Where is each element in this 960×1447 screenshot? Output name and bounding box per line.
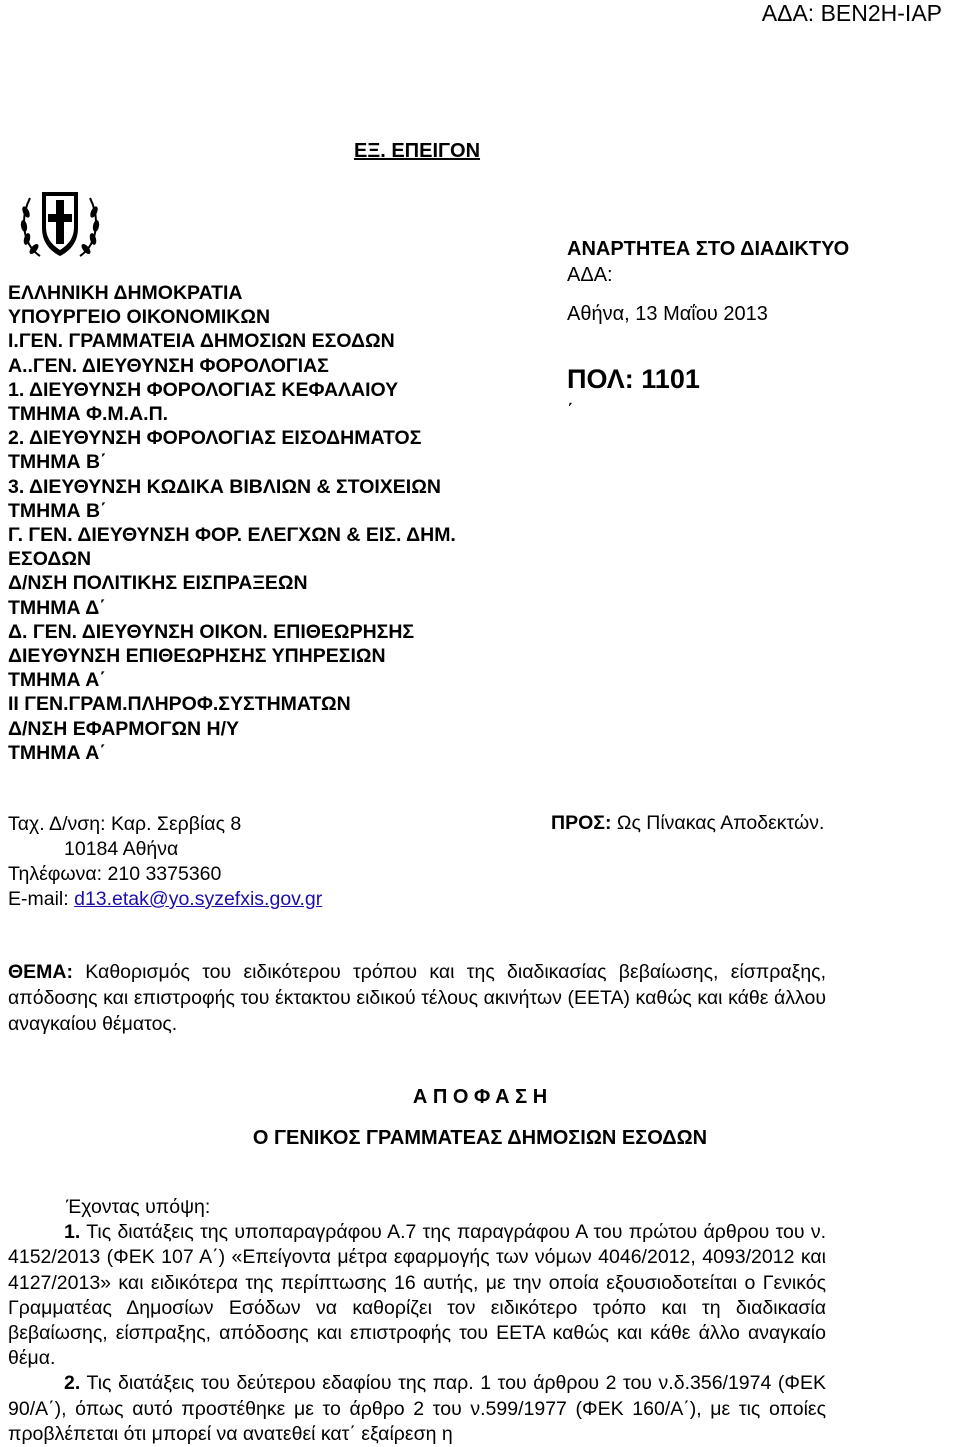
authority-line: ΙΙ ΓΕΝ.ΓΡΑΜ.ΠΛΗΡΟΦ.ΣΥΣΤΗΜΑΤΩΝ [8,693,351,716]
decision-heading [0,1086,960,1150]
authority-line: ΥΠΟΥΡΓΕΙΟ ΟΙΚΟΝΟΜΙΚΩΝ [8,306,271,329]
authority-line: ΤΜΗΜΑ Φ.Μ.Α.Π. [8,403,169,426]
authority-line: ΕΣΟΔΩΝ [8,548,92,571]
authority-line: 1. ΔΙΕΥΘΥΝΣΗ ΦΟΡΟΛΟΓΙΑΣ ΚΕΦΑΛΑΙΟΥ [8,378,399,401]
authority-line: ΤΜΗΜΑ Α΄ [8,669,106,692]
recipients-text: Ως Πίνακας Αποδεκτών. [611,812,825,834]
authority-line: 3. ΔΙΕΥΘΥΝΣΗ ΚΩΔΙΚΑ ΒΙΒΛΙΩΝ & ΣΤΟΙΧΕΙΩΝ [8,475,441,498]
decision-title: Α Π Ο Φ Α Σ Η [412,1086,548,1108]
recipients-label: ΠΡΟΣ: [551,812,612,834]
authority-line: 2. ΔΙΕΥΘΥΝΣΗ ΦΟΡΟΛΟΓΙΑΣ ΕΙΣΟΔΗΜΑΤΟΣ [8,427,422,450]
document-meta [567,238,849,424]
phone: Τηλέφωνα: 210 3375360 [8,863,222,885]
document-body [8,1195,826,1447]
ada-label: ΑΔΑ: [567,264,613,286]
authority-line: Ι.ΓΕΝ. ΓΡΑΜΜΑΤΕΙΑ ΔΗΜΟΣΙΩΝ ΕΣΟΔΩΝ [8,330,395,353]
subject-text: Καθορισμός του ειδικότερου τρόπου και της διαδικασίας βεβαίωσης, είσπραξης, απόδοσης και επιστροφής του έκτακτου ειδικού τέλους ακινήτων (ΕΕΤΑ) καθώς και κάθε άλλου αναγκαίου θέματος. [8,961,826,1035]
email-row [8,887,322,912]
authority-line: ΔΙΕΥΘΥΝΣΗ ΕΠΙΘΕΩΡΗΣΗΣ ΥΠΗΡΕΣΙΩΝ [8,645,386,668]
issuing-official: Ο ΓΕΝΙΚΟΣ ΓΡΑΜΜΑΤΕΑΣ ΔΗΜΟΣΙΩΝ ΕΣΟΔΩΝ [252,1127,708,1149]
considering-label: Έχοντας υπόψη: [66,1196,211,1218]
item-number: 2. [64,1372,81,1395]
postal-city: 10184 Αθήνα [64,838,179,860]
ada-code: ΑΔΑ: ΒΕΝ2Η-ΙΑΡ [761,0,942,26]
email-link[interactable]: d13.etak@yo.syzefxis.gov.gr [74,888,323,910]
authority-line: Δ. ΓΕΝ. ΔΙΕΥΘΥΝΣΗ ΟΙΚΟΝ. ΕΠΙΘΕΩΡΗΣΗΣ [8,620,415,643]
authority-line: ΤΜΗΜΑ Α΄ [8,741,106,764]
authority-line: Δ/ΝΣΗ ΠΟΛΙΤΙΚΗΣ ΕΙΣΠΡΑΞΕΩΝ [8,572,308,595]
email-label: E-mail: [8,888,75,910]
subject [8,959,826,1037]
authority-line: Γ. ΓΕΝ. ΔΙΕΥΘΥΝΣΗ ΦΟΡ. ΕΛΕΓΧΩΝ & ΕΙΣ. ΔΗΜ. [8,524,456,547]
document-date: Αθήνα, 13 Μαΐου 2013 [567,303,768,325]
subject-label: ΘΕΜΑ: [8,961,73,983]
list-item [8,1371,826,1447]
item-number: 1. [64,1221,81,1244]
urgency-label: ΕΞ. ΕΠΕΙΓΟΝ [354,140,481,162]
authority-line: ΤΜΗΜΑ Β΄ [8,499,107,522]
authority-line: Α..ΓΕΝ. ΔΙΕΥΘΥΝΣΗ ΦΟΡΟΛΟΓΙΑΣ [8,354,329,377]
item-text: Τις διατάξεις του δεύτερου εδαφίου της παρ. 1 του άρθρου 2 του ν.δ.356/1974 (ΦΕΚ 90/Α΄), όπως αυτό προστέθηκε με το άρθρο 2 του ν.599/1977 (ΦΕΚ 160/Α΄), με τις οποίες προβλέπεται ότι μπορεί να ανατεθεί κατ΄ εξαίρεση η [8,1372,826,1445]
pol-number: ΠΟΛ: 1101 [567,364,700,394]
tick-mark: ΄ [567,401,574,423]
item-text: Τις διατάξεις της υποπαραγράφου Α.7 της παραγράφου Α του πρώτου άρθρου του ν. 4152/2013 (ΦΕΚ 107 Α΄) «Επείγοντα μέτρα εφαρμογής των νόμων 4046/2012, 4093/2012 και 4127/2013» και ειδικότερα της περίπτωσης 16 αυτής, με την οποία εξουσιοδοτείται ο Γενικός Γραμματέας Δημοσίων Εσόδων να καθορίζει τον ειδικότερο τρόπο και τη διαδικασία βεβαίωσης, είσπραξης, απόδοσης και επιστροφής του ΕΕΤΑ καθώς και κάθε άλλο αναγκαίο θέμα. [8,1221,826,1370]
greek-emblem-icon [14,182,106,264]
post-online-label: ΑΝΑΡΤΗΤΕΑ ΣΤΟ ΔΙΑΔΙΚΤΥΟ [567,238,850,260]
list-item [8,1220,826,1371]
authority-line: Δ/ΝΣΗ ΕΦΑΡΜΟΓΩΝ Η/Υ [8,717,240,740]
recipients [551,812,824,835]
authority-line: ΕΛΛΗΝΙΚΗ ΔΗΜΟΚΡΑΤΙΑ [8,282,243,304]
authority-line: ΤΜΗΜΑ Δ΄ [8,596,106,619]
authority-line: ΤΜΗΜΑ Β΄ [8,451,107,474]
contact-info [8,812,322,912]
issuing-authority [8,281,456,765]
postal-address: Ταχ. Δ/νση: Καρ. Σερβίας 8 [8,813,242,835]
